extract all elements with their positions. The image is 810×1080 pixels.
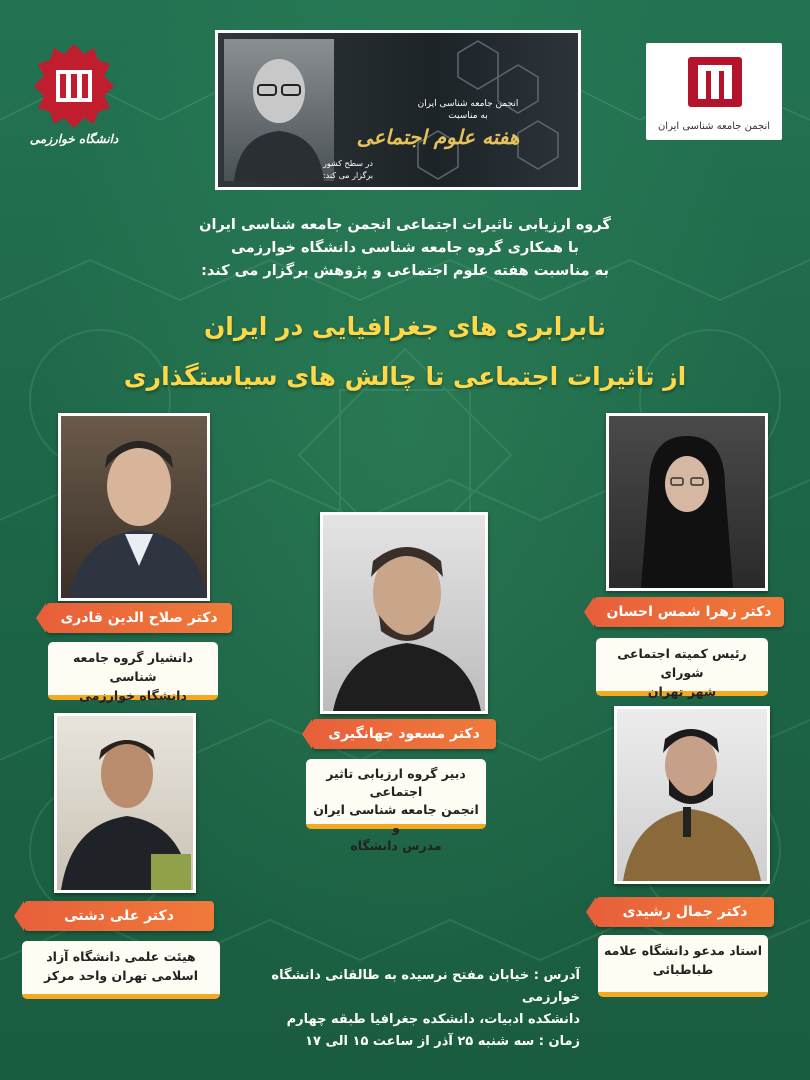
speaker-photo-rashidi xyxy=(614,706,770,884)
speaker-photo-dashti xyxy=(54,713,196,893)
portrait-silhouette xyxy=(617,709,767,881)
speaker-photo-jahangiri xyxy=(320,512,488,714)
portrait-silhouette xyxy=(61,416,207,598)
speaker-role-line1: استاد مدعو دانشگاه علامه xyxy=(604,943,762,958)
intro-line3: به مناسبت هفته علوم اجتماعی و پژوهش برگزار می کند: xyxy=(201,263,609,279)
banner-line4: برگزار می کند: xyxy=(322,171,374,180)
banner-title: هفته علوم اجتماعی xyxy=(356,125,520,149)
portrait-silhouette xyxy=(323,515,485,711)
kharazmi-logo-mark xyxy=(28,40,120,130)
speaker-role-line1: رئیس کمیته اجتماعی شورای xyxy=(617,646,747,680)
address-line1: آدرس : خیابان مفتح نرسیده به طالقانی دانشگاه خوارزمی xyxy=(271,968,580,1005)
banner-line2: به مناسبت xyxy=(448,111,488,121)
portrait-silhouette xyxy=(609,416,765,588)
banner-line3: در سطح کشور xyxy=(323,159,373,168)
speaker-role-line2: شهر تهران xyxy=(647,684,717,699)
kharazmi-logo-text: دانشگاه خوارزمی xyxy=(29,132,119,146)
speaker-photo-shams-ehsan xyxy=(606,413,768,591)
speaker-role-shams-ehsan xyxy=(596,638,768,699)
banner-line1: انجمن جامعه شناسی ایران xyxy=(417,99,519,109)
speaker-role-ghaderi xyxy=(48,642,218,703)
speaker-name-jahangiri: دکتر مسعود جهانگیری xyxy=(312,719,496,749)
intro-line1: گروه ارزیابی تاثیرات اجتماعی انجمن جامعه شناسی ایران xyxy=(199,217,611,233)
speaker-photo-ghaderi xyxy=(58,413,210,601)
speaker-name-rashidi: دکتر جمال رشیدی xyxy=(596,897,774,927)
intro-text xyxy=(150,214,660,283)
intro-line2: با همکاری گروه جامعه شناسی دانشگاه خوارزمی xyxy=(231,240,579,256)
speaker-role-jahangiri xyxy=(306,759,486,853)
event-title-line1: نابرابری های جغرافیایی در ایران xyxy=(203,312,607,341)
speaker-name-shams-ehsan: دکتر زهرا شمس احسان xyxy=(594,597,784,627)
speaker-role-line1: هیئت علمی دانشگاه آزاد xyxy=(46,949,196,964)
event-address xyxy=(240,965,580,1053)
speaker-role-line1: دانشیار گروه جامعه شناسی xyxy=(72,650,194,684)
speaker-name-ghaderi: دکتر صلاح الدین قادری xyxy=(46,603,232,633)
isa-logo-text: انجمن جامعه شناسی ایران xyxy=(657,121,771,132)
portrait-silhouette xyxy=(57,716,193,890)
speaker-role-line2: طباطبائی xyxy=(652,962,714,977)
speaker-role-line3: مدرس دانشگاه xyxy=(350,838,442,853)
speaker-role-line2: انجمن جامعه شناسی ایران و xyxy=(313,802,479,835)
address-line2: دانشکده ادبیات، دانشکده جغرافیا طبقه چهارم xyxy=(286,1012,580,1027)
speaker-role-rashidi xyxy=(598,935,768,997)
iranian-sociological-association-logo xyxy=(646,43,782,140)
isa-logo-mark xyxy=(646,43,782,123)
speaker-role-line2: اسلامی تهران واحد مرکز xyxy=(43,968,199,983)
speaker-role-dashti xyxy=(22,941,220,999)
social-sciences-week-banner xyxy=(215,30,581,190)
speaker-role-line2: دانشگاه خوارزمی xyxy=(79,688,187,703)
event-title-line2: از تاثیرات اجتماعی تا چالش های سیاستگذاری xyxy=(123,362,687,391)
kharazmi-university-logo xyxy=(28,40,120,160)
speaker-role-line1: دبیر گروه ارزیابی تاثیر اجتماعی xyxy=(326,766,466,799)
speaker-name-dashti: دکتر علی دشتی xyxy=(24,901,214,931)
address-line3: زمان : سه شنبه ۲۵ آذر از ساعت ۱۵ الی ۱۷ xyxy=(305,1034,580,1049)
